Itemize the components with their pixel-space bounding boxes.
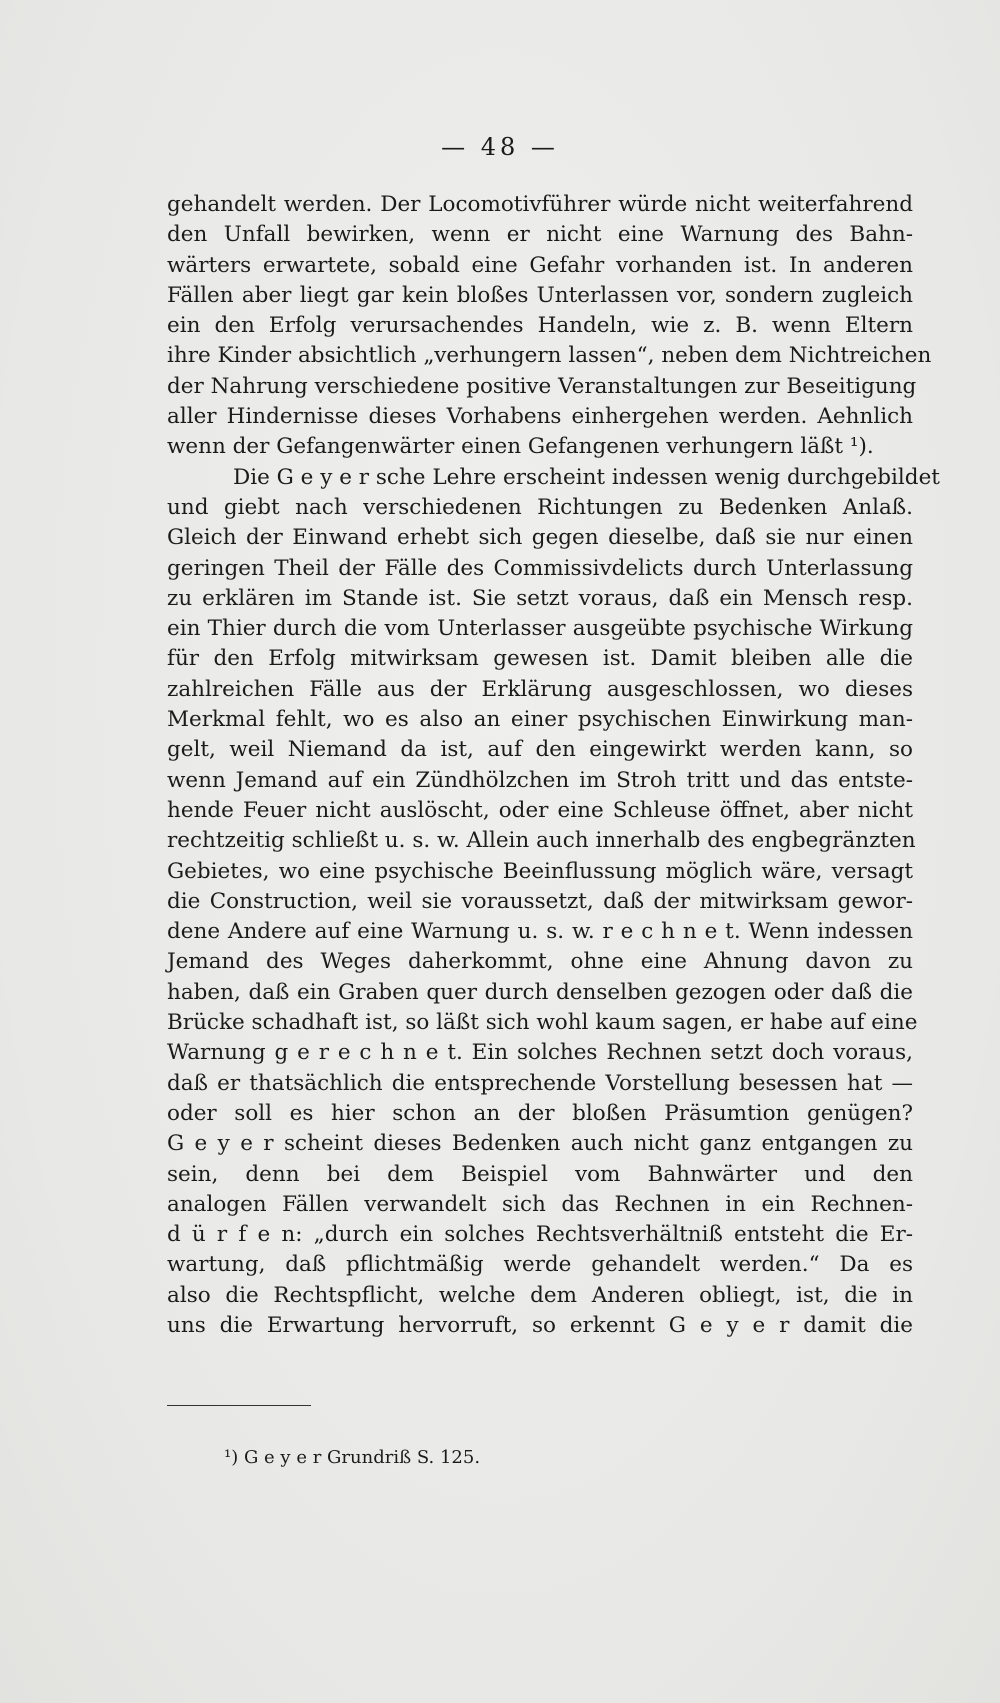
text-line: oder soll es hier schon an der bloßen Präsumtion genügen? (167, 1100, 913, 1126)
text-line: Brücke schadhaft ist, so läßt sich wohl kaum sagen, er habe auf eine (167, 1010, 918, 1036)
text-line: ihre Kinder absichtlich „verhungern lassen“, neben dem Nichtreichen (167, 343, 932, 369)
text-line: gelt, weil Niemand da ist, auf den eingewirkt werden kann, so (167, 737, 913, 763)
text-line: daß er thatsächlich die entsprechende Vorstellung besessen hat — (167, 1070, 913, 1096)
text-line: Die G e y e r sche Lehre erscheint indessen wenig durchgebildet (233, 464, 940, 490)
text-line: den Unfall bewirken, wenn er nicht eine Warnung des Bahn- (167, 222, 913, 248)
text-line: wenn Jemand auf ein Zündhölzchen im Stroh tritt und das entste- (167, 767, 913, 793)
text-line: Gebietes, wo eine psychische Beeinflussung möglich wäre, versagt (167, 858, 913, 884)
text-line: die Construction, weil sie voraussetzt, daß der mitwirksam gewor- (167, 888, 913, 914)
text-line: rechtzeitig schließt u. s. w. Allein auch innerhalb des engbegränzten (167, 828, 916, 854)
text-line: wärters erwartete, sobald eine Gefahr vorhanden ist. In anderen (167, 252, 913, 278)
text-line: uns die Erwartung hervorruft, so erkennt G e y e r damit die (167, 1312, 913, 1338)
text-line: Warnung g e r e c h n e t. Ein solches Rechnen setzt doch voraus, (167, 1040, 913, 1066)
text-line: sein, denn bei dem Beispiel vom Bahnwärter und den (167, 1161, 913, 1187)
text-line: also die Rechtspflicht, welche dem Anderen obliegt, ist, die in (167, 1282, 913, 1308)
text-line: Merkmal fehlt, wo es also an einer psychischen Einwirkung man- (167, 707, 913, 733)
text-line: haben, daß ein Graben quer durch denselben gezogen oder daß die (167, 979, 913, 1005)
text-line: wenn der Gefangenwärter einen Gefangenen verhungern läßt ¹). (167, 434, 874, 460)
text-line: ein den Erfolg verursachendes Handeln, wie z. B. wenn Eltern (167, 313, 913, 339)
text-line: hende Feuer nicht auslöscht, oder eine Schleuse öffnet, aber nicht (167, 797, 913, 823)
text-line: ein Thier durch die vom Unterlasser ausgeübte psychische Wirkung (167, 616, 913, 642)
text-line: zu erklären im Stande ist. Sie setzt voraus, daß ein Mensch resp. (167, 585, 913, 611)
text-line: analogen Fällen verwandelt sich das Rechnen in ein Rechnen- (167, 1191, 913, 1217)
text-line: Gleich der Einwand erhebt sich gegen dieselbe, daß sie nur einen (167, 525, 913, 551)
text-line: der Nahrung verschiedene positive Veranstaltungen zur Beseitigung (167, 373, 917, 399)
text-line: Fällen aber liegt gar kein bloßes Unterlassen vor, sondern zugleich (167, 282, 913, 308)
page-number: — 48 — (441, 133, 559, 161)
text-line: für den Erfolg mitwirksam gewesen ist. Damit bleiben alle die (167, 646, 913, 672)
text-line: zahlreichen Fälle aus der Erklärung ausgeschlossen, wo dieses (167, 676, 913, 702)
footnote-divider (167, 1405, 311, 1406)
text-line: dene Andere auf eine Warnung u. s. w. r e c h n e t. Wenn indessen (167, 919, 913, 945)
text-line: gehandelt werden. Der Locomotivführer würde nicht weiterfahrend (167, 192, 913, 217)
text-line: Jemand des Weges daherkommt, ohne eine Ahnung davon zu (167, 949, 913, 975)
text-line: aller Hindernisse dieses Vorhabens einhergehen werden. Aehnlich (167, 404, 913, 430)
body-text (167, 190, 940, 1341)
text-line: und giebt nach verschiedenen Richtungen zu Bedenken Anlaß. (167, 494, 913, 520)
text-line: G e y e r scheint dieses Bedenken auch nicht ganz entgangen zu (167, 1131, 913, 1157)
text-line: d ü r f e n: „durch ein solches Rechtsverhältniß entsteht die Er- (167, 1222, 913, 1248)
text-line: geringen Theil der Fälle des Commissivdelicts durch Unterlassung (167, 555, 913, 581)
footnote: ¹) G e y e r Grundriß S. 125. (224, 1447, 481, 1468)
text-line: wartung, daß pflichtmäßig werde gehandelt werden.“ Da es (167, 1252, 913, 1278)
